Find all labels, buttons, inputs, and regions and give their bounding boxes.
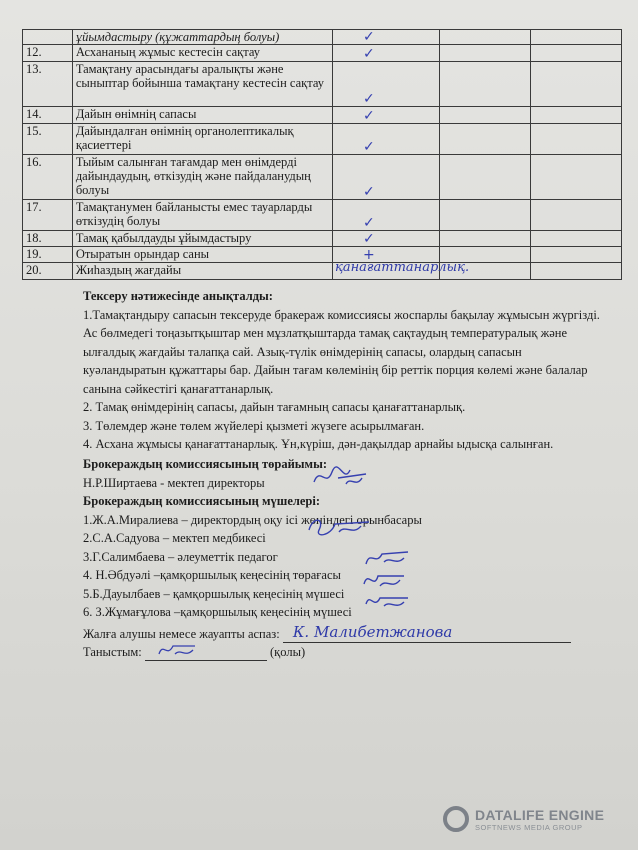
inspection-table [22, 29, 622, 280]
ack-label: Таныстым: [83, 645, 142, 659]
member-6-signature [362, 588, 412, 612]
row-mark-cell [333, 30, 440, 45]
row-number: 13. [23, 62, 73, 107]
chair-signature [310, 460, 370, 492]
row-number: 19. [23, 247, 73, 263]
row-mark-cell [333, 200, 440, 231]
empty-cell [440, 200, 531, 231]
row-criterion: Жиһаздың жағдайы [72, 263, 332, 280]
ack-suffix: (қолы) [270, 645, 306, 659]
row-mark-cell [333, 107, 440, 124]
table-row [23, 200, 622, 231]
members-heading: Брокераждың комиссиясының мүшелері: [83, 494, 321, 508]
row-criterion: Дайын өнімнің сапасы [72, 107, 332, 124]
check-mark: ✓ [363, 139, 375, 155]
row-number: 15. [23, 124, 73, 155]
check-mark: ✓ [363, 231, 375, 247]
empty-cell [531, 263, 622, 280]
row-criterion: Асхананың жұмыс кестесін сақтау [72, 45, 332, 62]
member-2-signature [305, 512, 375, 542]
row-number: 17. [23, 200, 73, 231]
row-mark-cell [333, 62, 440, 107]
row-number: 20. [23, 263, 73, 280]
check-mark: + [363, 247, 375, 263]
member-4-signature [362, 546, 412, 570]
row-criterion: Тамақтанумен байланысты емес тауарларды өткізудің болуы [72, 200, 332, 231]
row-number: 18. [23, 231, 73, 247]
cook-name-line [283, 623, 571, 643]
finding-4: 4. Асхана жұмысы қанағаттанарлық. Ұн,күріш, дән-дақылдар арнайы ыдысқа салынған. [83, 437, 554, 451]
empty-cell [531, 124, 622, 155]
finding-1: 1.Тамақтандыру сапасын тексеруде бракераж комиссиясы жоспарлы бақылау жұмысын жүргізді. Ас бөлмедегі тоңазытқыштар мен мұзлатқыштарда тамақ сақтаудың температуралық және ылғалдық жағдайы талапқа сай. Азық-түлік өнімдерінің сапасы, олардың сапасын куәландыратын құжаттары бар. Дайын тағам көлемінің бір реттік порция көлемі және балалар санына сәйкестігі қанағаттанарлық. [83, 307, 600, 396]
empty-cell [531, 107, 622, 124]
row-number: 16. [23, 155, 73, 200]
table-row [23, 124, 622, 155]
table-row [23, 247, 622, 263]
check-mark: ✓ [363, 91, 375, 107]
empty-cell [531, 231, 622, 247]
member-5: 5.Б.Дауылбаев – қамқоршылық кеңесінің мүшесі [83, 586, 345, 601]
chair-heading: Брокераждың комиссиясының төрайымы: [83, 457, 327, 471]
cook-name: К. Малибетжанова [292, 623, 453, 641]
signature-block [83, 623, 603, 661]
member-2: 2.С.А.Садуова – мектеп медбикесі [83, 531, 266, 545]
watermark-subtitle: SOFTNEWS MEDIA GROUP [475, 822, 583, 832]
empty-cell [440, 107, 531, 124]
table-row [23, 155, 622, 200]
row-number: 14. [23, 107, 73, 124]
row-mark-cell [333, 45, 440, 62]
empty-cell [440, 62, 531, 107]
ack-signature-line [145, 644, 267, 661]
empty-cell [440, 231, 531, 247]
check-mark: ✓ [363, 108, 375, 124]
table-row [23, 231, 622, 247]
empty-cell [531, 247, 622, 263]
watermark-logo [443, 806, 604, 832]
findings-heading: Тексеру нәтижесінде анықталды: [83, 289, 273, 303]
row-mark-cell [333, 260, 470, 280]
empty-cell [531, 200, 622, 231]
row-criterion: ұйымдастыру (құжаттардың болуы) [72, 30, 332, 45]
empty-cell [531, 62, 622, 107]
ack-signature [155, 638, 199, 660]
table-row [23, 107, 622, 124]
empty-cell [531, 30, 622, 45]
finding-3: 3. Төлемдер және төлем жүйелері қызметі жүзеге асырылмаған. [83, 418, 425, 433]
empty-cell [440, 30, 531, 45]
check-mark: ✓ [363, 215, 375, 231]
datalife-logo-icon [443, 806, 469, 832]
row-criterion: Тамақ қабылдауды ұйымдастыру [72, 231, 332, 247]
empty-cell [531, 155, 622, 200]
member-3: 3.Г.Салимбаева – әлеуметтік педагог [83, 549, 278, 564]
table-row [23, 45, 622, 62]
check-mark: ✓ [363, 29, 375, 45]
row-number: 12. [23, 45, 73, 62]
row-mark-cell [333, 231, 440, 247]
row-number [23, 30, 73, 45]
empty-cell [440, 45, 531, 62]
member-4: 4. Н.Әбдуәлі –қамқоршылық кеңесінің төрағасы [83, 568, 341, 582]
empty-cell [440, 124, 531, 155]
findings-section [83, 287, 603, 454]
member-6: 6. З.Жұмағұлова –қамқоршылық кеңесінің мүшесі [83, 605, 352, 619]
row-criterion: Дайындалған өнімнің органолептикалық қасиеттері [72, 124, 332, 155]
empty-cell [531, 45, 622, 62]
table-row [23, 263, 622, 280]
watermark-title: DATALIFE ENGINE [475, 806, 605, 823]
row-mark-cell [333, 155, 440, 200]
finding-2: 2. Тамақ өнімдерінің сапасы, дайын тағамның сапасы қанағаттанарлық. [83, 400, 466, 414]
row-criterion: Тыйым салынған тағамдар мен өнімдерді дайындаудың, өткізудің және пайдаланудың болуы [72, 155, 332, 200]
check-mark: ✓ [363, 184, 375, 200]
empty-cell [440, 155, 531, 200]
chair-name: Н.Р.Ширтаева - мектеп директоры [83, 475, 265, 490]
row-criterion: Отыратын орындар саны [72, 247, 332, 263]
handwritten-remark: қанағаттанарлық. [335, 260, 470, 275]
cook-label: Жалға алушы немесе жауапты аспаз: [83, 627, 280, 641]
row-mark-cell [333, 124, 440, 155]
check-mark: ✓ [363, 46, 375, 62]
table-row [23, 30, 622, 45]
member-1: 1.Ж.А.Миралиева – директордың оқу ісі жөніндегі орынбасары [83, 512, 422, 527]
row-criterion: Тамақтану арасындағы аралықты және сыныптар бойынша тамақтану кестесін сақтау [72, 62, 332, 107]
table-row [23, 62, 622, 107]
